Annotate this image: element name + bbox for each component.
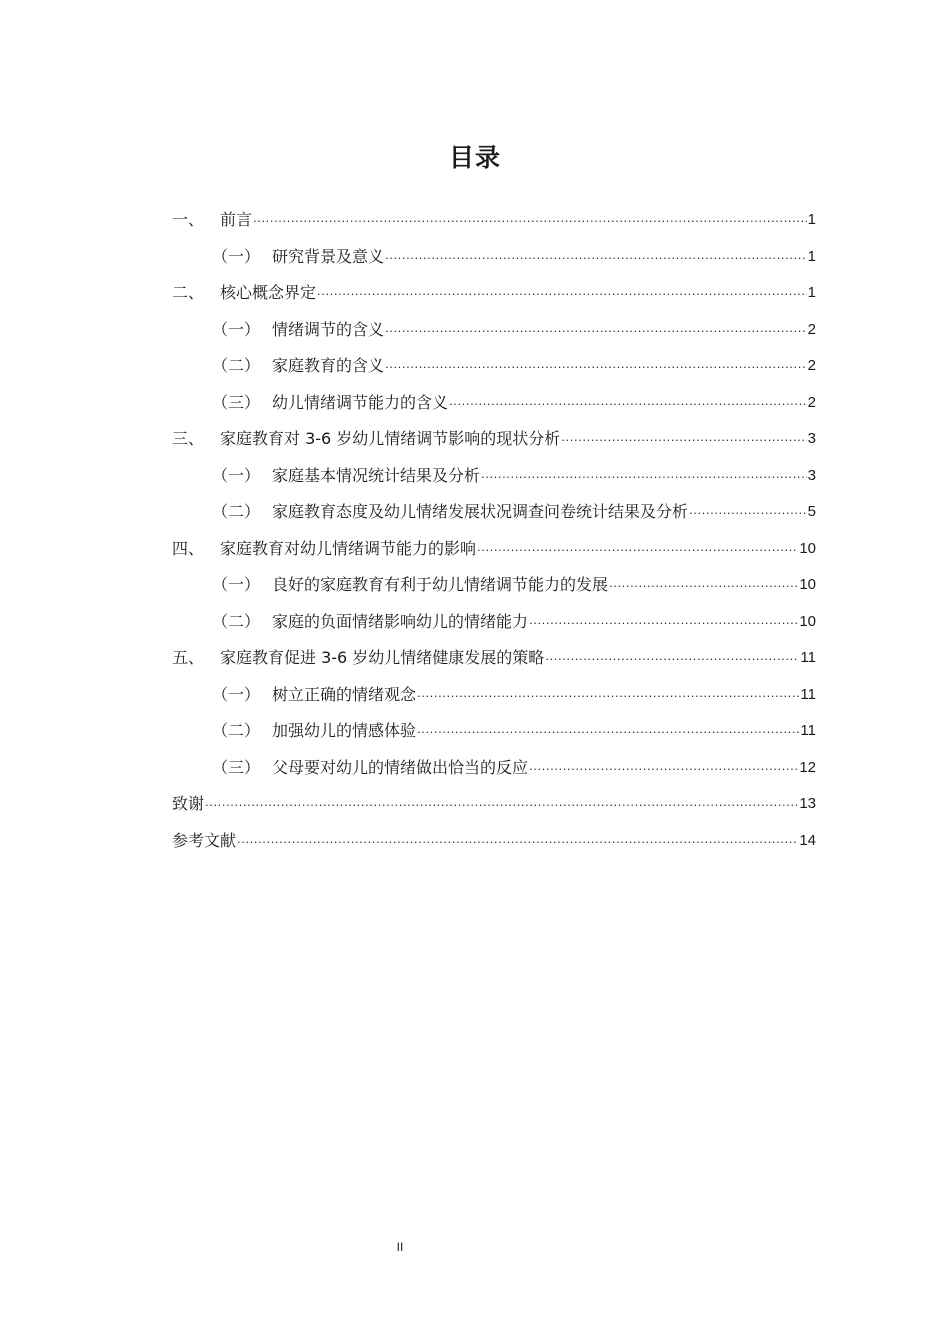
toc-entry-title: 加强幼儿的情感体验 <box>272 721 417 740</box>
toc-leader-dots <box>477 529 798 566</box>
toc-entry-number: （一） <box>212 246 261 266</box>
toc-leader-dots <box>481 456 807 493</box>
toc-entry-page: 11 <box>800 722 816 739</box>
toc-leader-dots <box>449 383 807 420</box>
toc-entry-page: 14 <box>799 831 816 849</box>
toc-entry-page: 1 <box>807 284 816 301</box>
toc-entry-number: 五、 <box>172 648 205 667</box>
toc-entry[interactable] <box>172 494 816 531</box>
toc-entry-number: （三） <box>212 757 261 777</box>
toc-entry-page: 1 <box>807 247 816 265</box>
toc-leader-dots <box>237 821 798 858</box>
toc-entry-number: （一） <box>212 575 261 594</box>
toc-entry-page: 5 <box>807 503 816 520</box>
toc-entry[interactable] <box>172 458 816 495</box>
toc-entry[interactable] <box>172 531 816 568</box>
toc-entry-title: 参考文献 <box>172 830 237 850</box>
toc-entry-page: 11 <box>800 685 816 703</box>
toc-entry-title: 致谢 <box>172 794 205 813</box>
toc-entry-title: 幼儿情绪调节能力的含义 <box>272 392 449 412</box>
toc-entry-number: （三） <box>212 392 261 412</box>
toc-leader-dots <box>205 784 798 821</box>
toc-entry-page: 3 <box>807 430 816 447</box>
toc-leader-dots <box>385 237 807 274</box>
toc-entry-number: （二） <box>212 721 261 740</box>
toc-entry[interactable] <box>172 567 816 604</box>
toc-leader-dots <box>417 711 799 748</box>
toc-entry[interactable] <box>172 385 816 422</box>
toc-entry-title: 研究背景及意义 <box>272 246 385 266</box>
toc-leader-dots <box>385 346 807 383</box>
toc-entry[interactable] <box>172 786 816 823</box>
toc-entry-number: （二） <box>212 356 261 375</box>
toc-entry-page: 10 <box>799 612 816 630</box>
toc-entry[interactable] <box>172 275 816 312</box>
toc-entry-title: 父母要对幼儿的情绪做出恰当的反应 <box>272 757 529 777</box>
toc-leader-dots <box>545 638 799 675</box>
toc-list <box>172 202 816 859</box>
toc-entry-number: 一、 <box>172 210 205 229</box>
toc-entry-number: （二） <box>212 502 261 521</box>
page-number-footer: II <box>396 1240 404 1254</box>
toc-entry-title: 树立正确的情绪观念 <box>272 684 417 704</box>
toc-entry-page: 10 <box>799 539 816 557</box>
toc-entry[interactable] <box>172 640 816 677</box>
toc-entry-number: （一） <box>212 684 261 704</box>
toc-leader-dots <box>417 675 799 712</box>
toc-entry-title: 前言 <box>220 210 253 229</box>
toc-entry-page: 2 <box>807 393 816 411</box>
toc-entry-title: 家庭教育对 3-6 岁幼儿情绪调节影响的现状分析 <box>220 429 561 448</box>
toc-entry[interactable] <box>172 823 816 860</box>
toc-entry-number: 二、 <box>172 283 205 302</box>
toc-entry-title: 家庭教育态度及幼儿情绪发展状况调查问卷统计结果及分析 <box>272 502 689 521</box>
toc-entry-number: 四、 <box>172 538 205 558</box>
toc-entry-title: 核心概念界定 <box>220 283 317 302</box>
toc-entry[interactable] <box>172 239 816 276</box>
toc-leader-dots <box>529 748 798 785</box>
toc-entry-number: （二） <box>212 611 261 631</box>
toc-leader-dots <box>253 200 807 237</box>
toc-entry-title: 情绪调节的含义 <box>272 319 385 339</box>
toc-entry-title: 家庭教育的含义 <box>272 356 385 375</box>
toc-entry[interactable] <box>172 312 816 349</box>
toc-entry-title: 家庭的负面情绪影响幼儿的情绪能力 <box>272 611 529 631</box>
toc-entry[interactable] <box>172 202 816 239</box>
toc-entry-number: 三、 <box>172 429 205 448</box>
toc-title: 目录 <box>448 143 501 172</box>
toc-entry[interactable] <box>172 604 816 641</box>
toc-entry-page: 12 <box>799 758 816 776</box>
toc-entry-page: 11 <box>800 649 816 666</box>
toc-entry[interactable] <box>172 421 816 458</box>
toc-entry[interactable] <box>172 677 816 714</box>
toc-leader-dots <box>561 419 806 456</box>
toc-leader-dots <box>529 602 798 639</box>
toc-entry-page: 10 <box>799 576 816 593</box>
toc-entry-page: 3 <box>807 466 816 484</box>
toc-entry-page: 13 <box>799 795 816 812</box>
toc-leader-dots <box>609 565 798 602</box>
toc-entry-page: 2 <box>807 357 816 374</box>
toc-entry-title: 家庭基本情况统计结果及分析 <box>272 465 481 485</box>
toc-entry-number: （一） <box>212 465 261 485</box>
toc-entry-title: 家庭教育对幼儿情绪调节能力的影响 <box>220 538 477 558</box>
toc-entry-title: 良好的家庭教育有利于幼儿情绪调节能力的发展 <box>272 575 609 594</box>
toc-entry-number: （一） <box>212 319 261 339</box>
toc-entry-title: 家庭教育促进 3-6 岁幼儿情绪健康发展的策略 <box>220 648 545 667</box>
toc-entry[interactable] <box>172 750 816 787</box>
toc-entry[interactable] <box>172 713 816 750</box>
toc-leader-dots <box>317 273 807 310</box>
toc-leader-dots <box>385 310 807 347</box>
toc-entry-page: 1 <box>807 211 816 228</box>
toc-entry[interactable] <box>172 348 816 385</box>
toc-leader-dots <box>689 492 807 529</box>
toc-entry-page: 2 <box>807 320 816 338</box>
